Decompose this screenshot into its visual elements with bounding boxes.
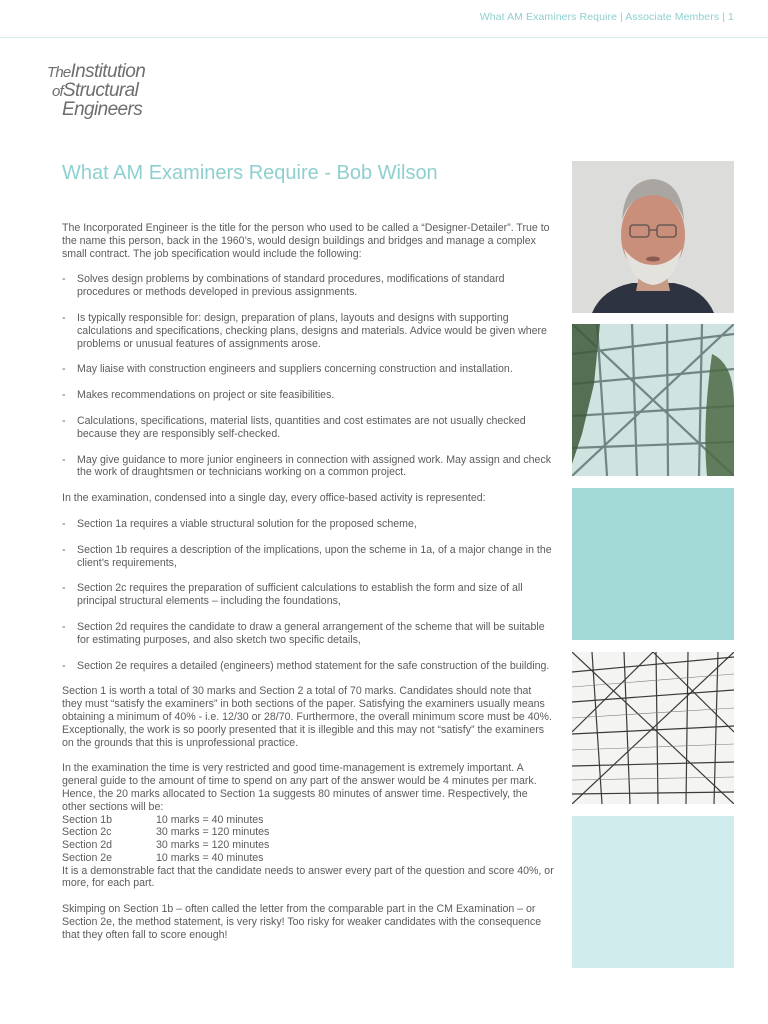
exam-intro-paragraph: In the examination, condensed into a single day, every office-based activity is represented: xyxy=(62,492,486,505)
schedule-row: Section 2e 10 marks = 40 minutes xyxy=(62,851,264,864)
pencil-sketch-illustration xyxy=(572,652,734,804)
list-item: - May give guidance to more junior engineers in connection with assigned work. May assign and check the work of draughtsmen or technicians working on a common project. xyxy=(62,454,554,480)
list-item: - Section 1a requires a viable structural solution for the proposed scheme, xyxy=(62,518,554,531)
teal-panel-light xyxy=(572,816,734,968)
schedule-row: Section 2c 30 marks = 120 minutes xyxy=(62,826,270,839)
marks-paragraph: Section 1 is worth a total of 30 marks and Section 2 a total of 70 marks. Candidates should note that they must “satisfy the examiners” in both sections of the paper. Satisfying the examiners usually means obtaining a minimum of 40% - i.e. 12/30 or 28/70. Furthermore, the overall minimum score must be 40%. Exceptionally, the work is so poorly presented that it is illegible and this may not “satisfy” the examiners on the grounds that this is unprofessional practice. xyxy=(62,685,552,749)
schedule-row: Section 2d 30 marks = 120 minutes xyxy=(62,839,270,852)
intro-paragraph: The Incorporated Engineer is the title for the person who used to be called a “Designer-Detailer”. True to the name this person, back in the 1960’s, would design buildings and bridges and manage a complex small contract. The job specification would include the following: xyxy=(62,222,550,260)
list-item: - Section 1b requires a description of the implications, upon the scheme in 1a, of a major change in the client’s requirements, xyxy=(62,544,554,570)
logo-line-2: ofStructural xyxy=(52,80,139,101)
list-item: - Is typically responsible for: design, preparation of plans, layouts and designs with supporting calculations and specifications, checking plans, designs and materials. Advice would be given where problems or unusual features of assignments arose. xyxy=(62,312,554,350)
list-item: - Calculations, specifications, material lists, quantities and cost estimates are not usually checked because they are responsibly self-checked. xyxy=(62,415,554,441)
sections-list xyxy=(62,518,554,672)
glass-roof-illustration xyxy=(572,324,734,476)
logo-line-3: Engineers xyxy=(62,99,143,120)
list-item: - Solves design problems by combinations of standard procedures, modifications of standard procedures or methods developed in previous assignments. xyxy=(62,273,554,299)
portrait-photo xyxy=(572,161,734,313)
duties-list xyxy=(62,273,554,479)
list-item: - Makes recommendations on project or site feasibilities. xyxy=(62,389,554,402)
list-item: - Section 2c requires the preparation of sufficient calculations to establish the form and size of all principal structural elements – including the foundations, xyxy=(62,582,554,608)
page-title: What AM Examiners Require - Bob Wilson xyxy=(62,162,438,184)
time-paragraph: In the examination the time is very restricted and good time-management is extremely important. A general guide to the amount of time to spend on any part of the answer would be 4 minutes per mark. Hence, the 20 marks allocated to Section 1a suggests 80 minutes of answer time. Respectively, the other sections will be: xyxy=(62,762,537,813)
skimp-paragraph: Skimping on Section 1b – often called the letter from the comparable part in the CM Examination – or Section 2e, the method statement, is very risky! Too risky for weaker candidates with the consequence that they often fall to score enough! xyxy=(62,903,542,941)
teal-panel-dark xyxy=(572,488,734,640)
list-item: - May liaise with construction engineers and suppliers concerning construction and installation. xyxy=(62,363,554,376)
logo-line-1: TheInstitution xyxy=(47,61,146,82)
list-item: - Section 2e requires a detailed (engineers) method statement for the safe construction of the building. xyxy=(62,660,554,673)
schedule-row: Section 1b 10 marks = 40 minutes xyxy=(62,813,264,826)
list-item: - Section 2d requires the candidate to draw a general arrangement of the scheme that will be suitable for estimating purposes, and also sketch two specific details, xyxy=(62,621,554,647)
time-schedule xyxy=(62,814,554,865)
fact-paragraph: It is a demonstrable fact that the candidate needs to answer every part of the question and score 40%, or more, for each part. xyxy=(62,864,554,890)
running-header: What AM Examiners Require | Associate Members | 1 xyxy=(479,11,734,23)
portrait-illustration xyxy=(572,161,734,313)
sketch-photo xyxy=(572,652,734,804)
article-body xyxy=(62,222,554,955)
atrium-photo xyxy=(572,324,734,476)
header-rule xyxy=(0,37,768,38)
institution-logo xyxy=(47,62,177,124)
